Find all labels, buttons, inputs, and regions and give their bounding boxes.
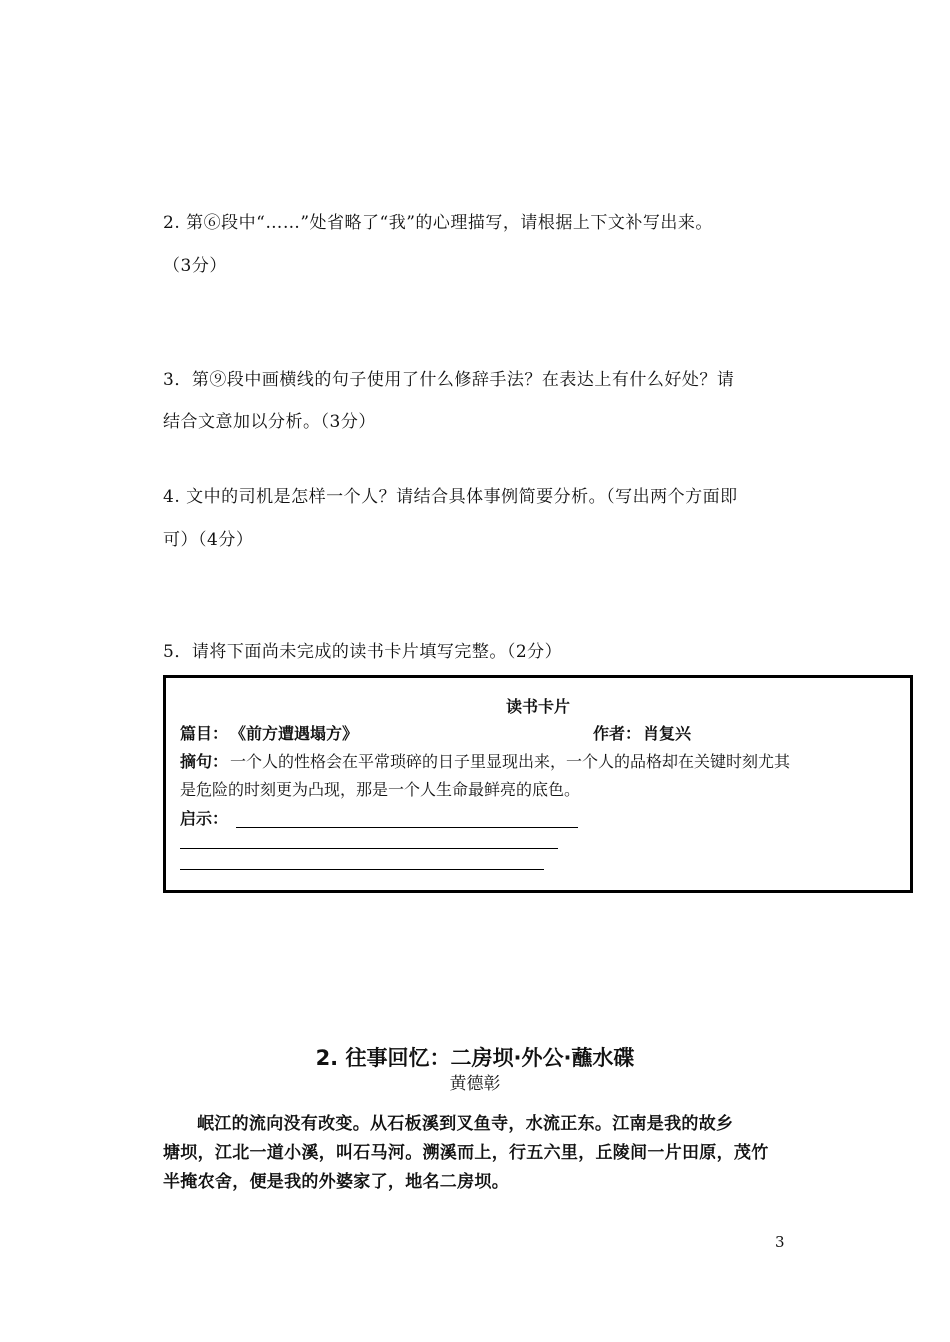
reading-card bbox=[163, 675, 913, 893]
card-author-value: 肖复兴 bbox=[643, 724, 692, 743]
card-piece-value: 《前方遭遇塌方》 bbox=[230, 724, 359, 743]
page-number: 3 bbox=[775, 1233, 785, 1251]
card-excerpt-line1: 一个人的性格会在平常琐碎的日子里显现出来，一个人的品格却在关键时刻尤其 bbox=[230, 752, 791, 771]
question-2-line1: 2. 第⑥段中“……”处省略了“我”的心理描写，请根据上下文补写出来。 bbox=[163, 213, 713, 233]
paragraph-line3: 半掩农舍，便是我的外婆家了，地名二房坝。 bbox=[163, 1172, 509, 1192]
card-excerpt-label: 摘句： bbox=[180, 752, 229, 771]
card-insight-label: 启示： bbox=[180, 809, 229, 828]
insight-answer-line-3[interactable] bbox=[180, 869, 544, 870]
article-author: 黄德彰 bbox=[449, 1074, 501, 1094]
card-piece-label: 篇目： bbox=[180, 724, 229, 743]
card-title: 读书卡片 bbox=[505, 697, 570, 716]
question-3-line2: 结合文意加以分析。（3分） bbox=[163, 412, 376, 432]
card-excerpt-line2: 是危险的时刻更为凸现，那是一个人生命最鲜亮的底色。 bbox=[180, 780, 581, 799]
question-2-line2: （3分） bbox=[163, 256, 227, 276]
paragraph-line2: 塘坝，江北一道小溪，叫石马河。溯溪而上，行五六里，丘陵间一片田原，茂竹 bbox=[163, 1143, 769, 1163]
insight-answer-line-2[interactable] bbox=[180, 848, 558, 849]
question-5: 5．请将下面尚未完成的读书卡片填写完整。（2分） bbox=[163, 642, 563, 662]
article-title: 2. 往事回忆：二房坝·外公·蘸水碟 bbox=[315, 1046, 635, 1070]
question-4-line1: 4. 文中的司机是怎样一个人？请结合具体事例简要分析。（写出两个方面即 bbox=[163, 487, 738, 507]
paragraph-line1: 岷江的流向没有改变。从石板溪到叉鱼寺，水流正东。江南是我的故乡 bbox=[197, 1114, 734, 1134]
insight-answer-line-1[interactable] bbox=[236, 827, 578, 828]
question-3-line1: 3．第⑨段中画横线的句子使用了什么修辞手法？在表达上有什么好处？请 bbox=[163, 370, 735, 390]
question-4-line2: 可）（4分） bbox=[163, 530, 254, 550]
card-author-label: 作者： bbox=[593, 724, 642, 743]
